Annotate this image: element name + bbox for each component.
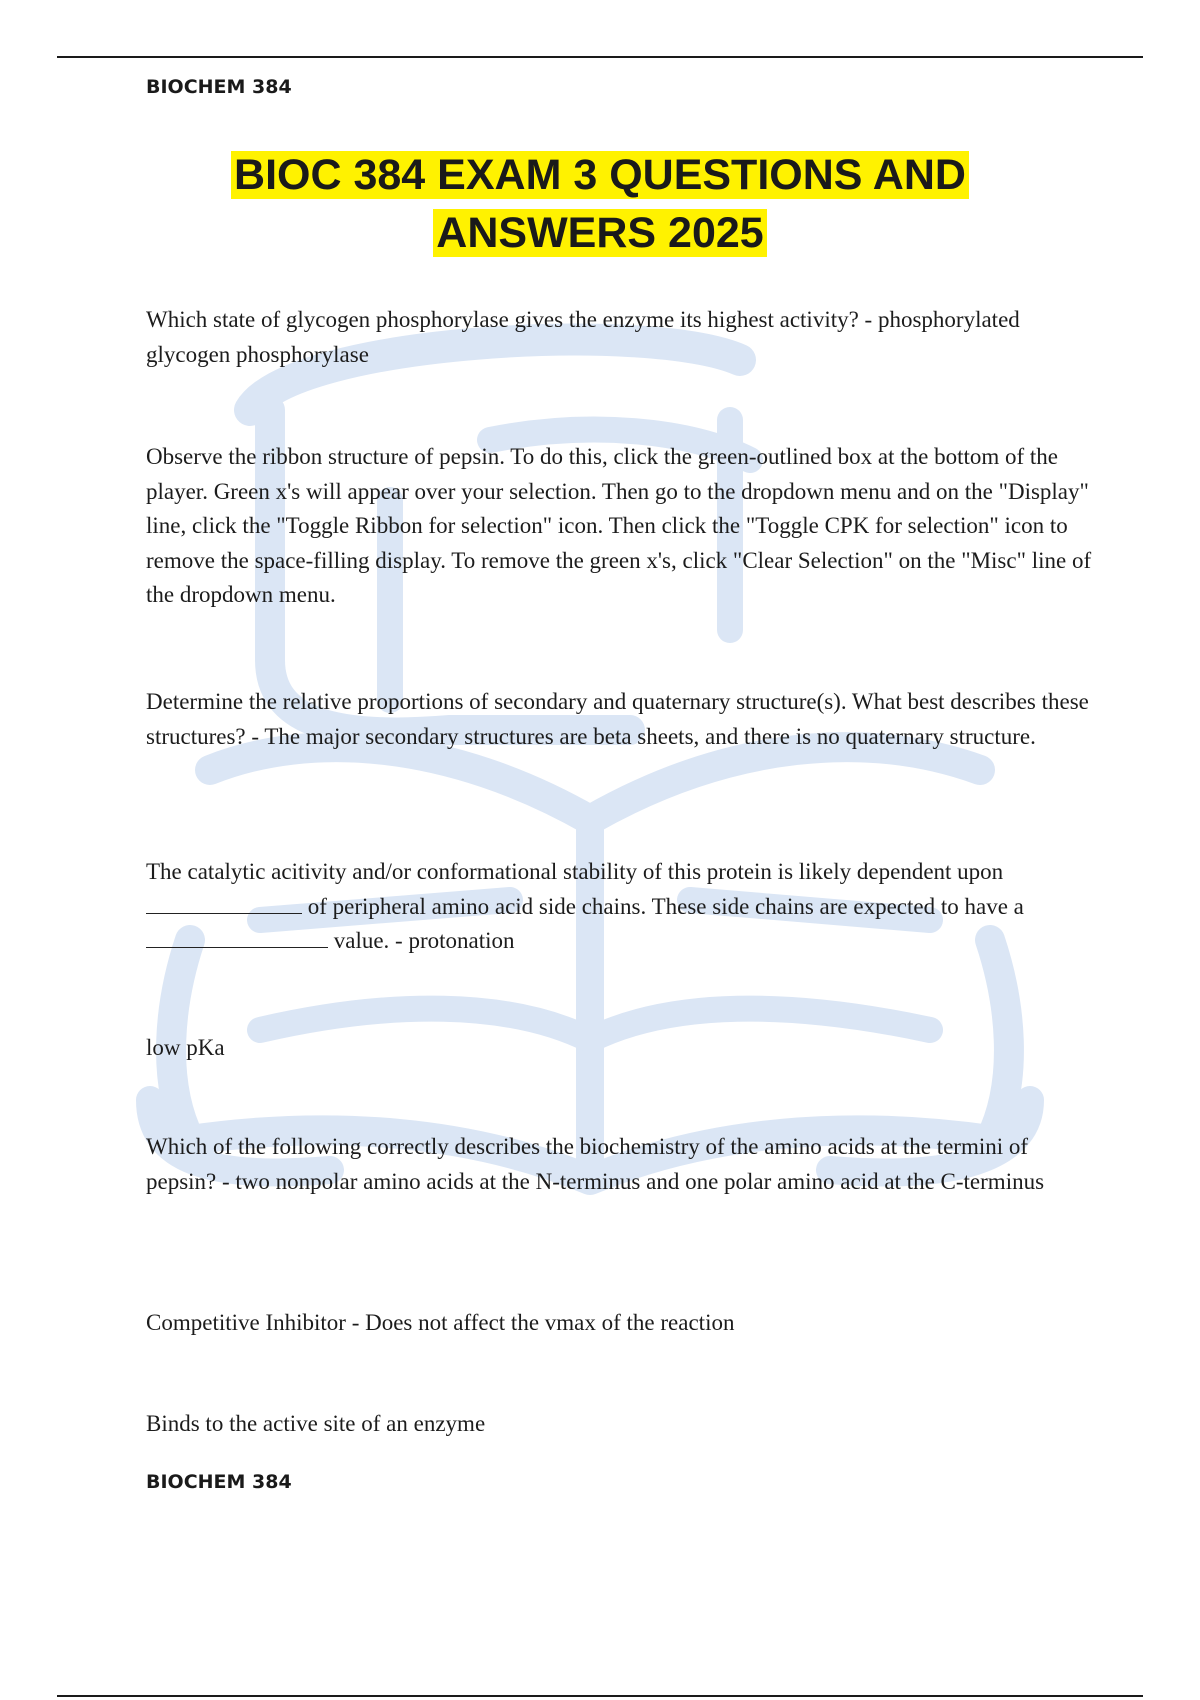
- qa-entry-4-part-1: The catalytic acitivity and/or conformational stability of this protein is likely dependent upon: [146, 859, 1004, 884]
- title-line-1: BIOC 384 EXAM 3 QUESTIONS AND: [231, 151, 969, 199]
- qa-entry-2: Observe the ribbon structure of pepsin. To do this, click the green-outlined box at the bottom of the player. Green x's will appear over your selection. Then go to the dropdown menu and on the "Display" line, click the "Toggle Ribbon for selection" icon. Then click the "Toggle CPK for selection" icon to remove the space-filling display. To remove the green x's, click "Clear Selection" on the "Misc" line of the dropdown menu.: [146, 444, 1092, 607]
- qa-entry-6: Which of the following correctly describes the biochemistry of the amino acids at the termini of pepsin? - two nonpolar amino acids at the N-terminus and one polar amino acid at the C-terminus: [146, 1134, 1045, 1194]
- qa-entry-4-part-3: value. - protonation: [333, 928, 515, 953]
- qa-entry-4-part-2: of peripheral amino acid side chains. These side chains are expected to have a: [307, 893, 1024, 919]
- title-line-2: ANSWERS 2025: [433, 209, 766, 257]
- header-course-label: BIOCHEM 384: [146, 76, 292, 98]
- top-rule: [57, 56, 1143, 58]
- answer-blank-1: [146, 893, 302, 914]
- qa-entry-1: Which state of glycogen phosphorylase gives the enzyme its highest activity? - phosphorylated glycogen phosphorylase: [146, 307, 1020, 367]
- document-title: [100, 146, 1100, 262]
- footer-course-label: BIOCHEM 384: [146, 1471, 292, 1493]
- qa-entry-4: [146, 855, 1096, 959]
- qa-entry-5: low pKa: [146, 1035, 225, 1060]
- qa-entry-3: Determine the relative proportions of secondary and quaternary structure(s). What best describes these structures? - The major secondary structures are beta sheets, and there is no quaternary structure.: [146, 689, 1089, 749]
- qa-entry-7: Competitive Inhibitor - Does not affect the vmax of the reaction: [146, 1310, 735, 1335]
- qa-entry-8: Binds to the active site of an enzyme: [146, 1411, 486, 1436]
- bottom-rule: [57, 1695, 1143, 1697]
- answer-blank-2: [146, 927, 328, 948]
